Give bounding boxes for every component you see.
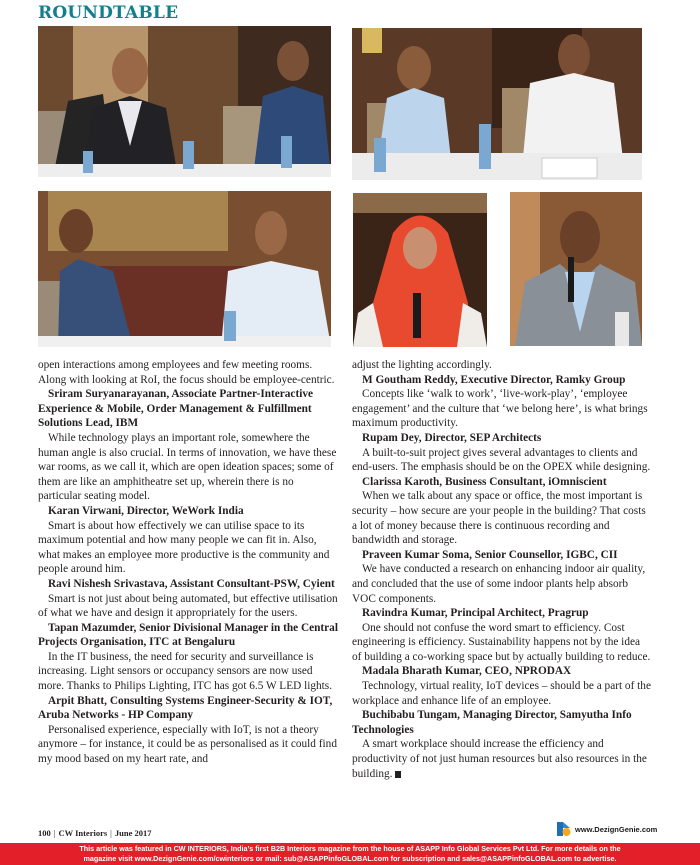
speaker-name: Tapan Mazumder, Senior Divisional Manager in the Central Projects Organisation, ITC at Bengaluru — [38, 621, 338, 649]
article-column-left — [38, 358, 338, 767]
photo-top-left — [38, 26, 331, 177]
paragraph: Concepts like ‘walk to work’, ‘live-work-play’, ‘employee engagement’ and the culture that ‘we belong here’, is what brings maximum productivity. — [352, 388, 648, 430]
end-mark-icon — [395, 771, 401, 778]
paragraph: One should not confuse the word smart to efficiency. Cost engineering is efficiency. Sustainability happens not by the idea of building a co-working space but by actually building to reduce. — [352, 621, 651, 663]
photo-bottom-left — [38, 191, 331, 347]
paragraph: In the IT business, the need for security and surveillance is increasing. Light sensors or occupancy sensors are now used more. Thanks to Philips Lighting, ITC has got 6.5 W LED lights. — [38, 650, 333, 693]
banner-line-1: This article was featured in CW INTERIORS, India’s first B2B Interiors magazine from the house of ASAPP Info Global Services Pvt Ltd. For more details on the — [79, 844, 621, 853]
speaker-name: Ravindra Kumar, Principal Architect, Pragrup — [362, 607, 589, 620]
paragraph: A built-to-suit project gives several advantages to clients and end-users. The emphasis should be on the OPEX while designing. — [352, 446, 651, 474]
paragraph: While technology plays an important role, somewhere the human angle is also crucial. In terms of innovation, we have these war rooms, as we call it, which are open ideation spaces; some of them are like an amphitheatre set up, wherein there is no particular seating model. — [38, 431, 337, 503]
section-title: ROUNDTABLE — [38, 3, 179, 23]
speaker-name: Sriram Suryanarayanan, Associate Partner-Interactive Experience & Mobile, Order Management & Fulfillment Solutions Lead, IBM — [38, 388, 314, 430]
magazine-name: CW Interiors — [58, 828, 108, 838]
dezigngenie-logo[interactable] — [557, 822, 657, 836]
folio-separator: | — [53, 828, 56, 838]
photo-bottom-right — [510, 192, 642, 346]
photo-bottom-middle — [353, 193, 487, 347]
page-number: 100 — [38, 828, 51, 838]
paragraph: open interactions among employees and few meeting rooms. Along with looking at RoI, the focus should be employee-centric. — [38, 359, 335, 386]
speaker-name: Karan Virwani, Director, WeWork India — [48, 504, 244, 517]
paragraph: Smart is not just about being automated, but effective utilisation of what we have and design it appropriately for the users. — [38, 592, 338, 620]
speaker-name: Rupam Dey, Director, SEP Architects — [362, 431, 542, 444]
paragraph-last — [352, 737, 652, 781]
footer-banner — [0, 843, 700, 865]
speaker-name: Praveen Kumar Soma, Senior Counsellor, IGBC, CII — [362, 548, 618, 561]
folio-separator: | — [110, 828, 112, 838]
paragraph: Technology, virtual reality, IoT devices – should be a part of the workplace and enhance life of an employee. — [352, 680, 651, 707]
speaker-name: Arpit Bhatt, Consulting Systems Engineer-Security & IOT, Aruba Networks - HP Company — [38, 694, 333, 722]
speaker-name: Ravi Nishesh Srivastava, Assistant Consultant-PSW, Cyient — [48, 577, 335, 590]
logo-url: www.DezignGenie.com — [575, 824, 658, 834]
issue-date: June 2017 — [114, 828, 152, 838]
speaker-name: Buchibabu Tungam, Managing Director, Samyutha Info Technologies — [352, 709, 632, 736]
paragraph: adjust the lighting accordingly. — [352, 359, 492, 371]
folio — [38, 828, 151, 838]
photo-top-right — [352, 28, 642, 180]
dezigngenie-logo-icon — [557, 822, 571, 836]
article-column-right — [352, 358, 652, 781]
speaker-name: Clarissa Karoth, Business Consultant, iOmniscient — [362, 475, 607, 488]
paragraph-text: A smart workplace should increase the efficiency and productivity of not just human resources but also resources in the building. — [352, 738, 647, 780]
speaker-name: M Goutham Reddy, Executive Director, Ramky Group — [362, 373, 626, 386]
banner-line-2: magazine visit www.DezignGenie.com/cwinteriors or mail: sub@ASAPPinfoGLOBAL.com for subscription and sales@ASAPPinfoGLOBAL.com to advertise. — [83, 853, 617, 863]
paragraph: When we talk about any space or office, the most important is security – how secure are your people in the building? That costs a lot of money because there is continuous recording and bandwidth and storage. — [352, 490, 646, 547]
paragraph: Smart is about how effectively we can utilise space to its maximum potential and how many people we can fit in. Also, what makes an employee more productive is the community and people around him. — [38, 519, 330, 576]
paragraph: We have conducted a research on enhancing indoor air quality, and concluded that the use of some indoor plants help absorb VOC components. — [352, 563, 646, 605]
paragraph: Personalised experience, especially with IoT, is not a theory anymore – for instance, it could be as personalised as it could find my mood based on my heart rate, and — [38, 723, 337, 766]
speaker-name: Madala Bharath Kumar, CEO, NPRODAX — [362, 665, 572, 678]
